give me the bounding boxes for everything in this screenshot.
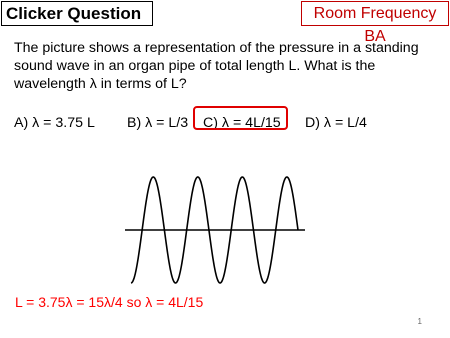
question-text: The picture shows a representation of the pressure in a standing sound wave in an organ pipe of total length L. What is the wavelength λ in terms of L? (14, 40, 419, 92)
solution-text: L = 3.75λ = 15λ/4 so λ = 4L/15 (15, 294, 204, 310)
answer-a[interactable]: A) λ = 3.75 L (14, 115, 95, 131)
slide-title: Clicker Question (1, 1, 153, 26)
page-number: 1 (417, 317, 422, 326)
correct-answer-highlight (193, 106, 288, 130)
standing-wave-figure (120, 170, 320, 290)
room-frequency-label: Room Frequency BA (301, 1, 449, 26)
answer-b[interactable]: B) λ = L/3 (127, 115, 189, 131)
answer-c[interactable]: C) λ = 4L/15 (203, 115, 281, 131)
answer-d[interactable]: D) λ = L/4 (305, 115, 367, 131)
